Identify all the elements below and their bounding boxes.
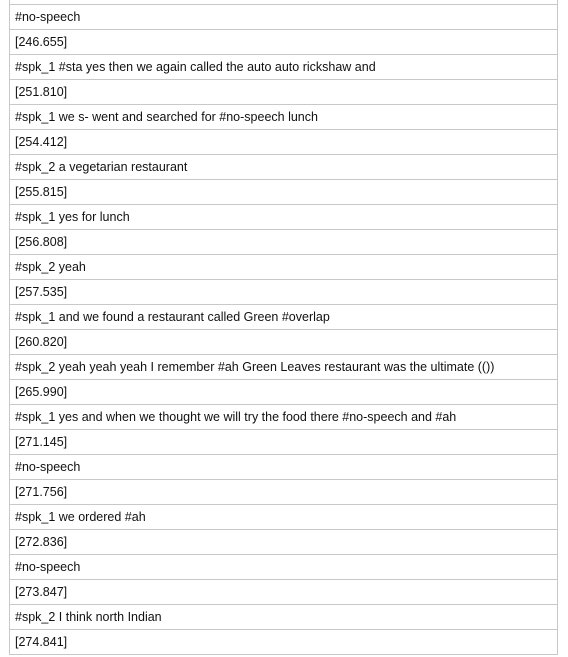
timestamp-row xyxy=(10,430,558,455)
utterance-cell: #spk_1 yes for lunch xyxy=(10,205,558,230)
timestamp-cell: [251.810] xyxy=(10,80,558,105)
utterance-cell: #spk_1 we ordered #ah xyxy=(10,505,558,530)
timestamp-row xyxy=(10,80,558,105)
utterance-row xyxy=(10,205,558,230)
utterance-cell: #spk_1 we s- went and searched for #no-speech lunch xyxy=(10,105,558,130)
timestamp-cell: [274.841] xyxy=(10,630,558,655)
utterance-row xyxy=(10,555,558,580)
timestamp-cell: [272.836] xyxy=(10,530,558,555)
timestamp-row xyxy=(10,280,558,305)
timestamp-row xyxy=(10,130,558,155)
timestamp-cell: [254.412] xyxy=(10,130,558,155)
timestamp-row xyxy=(10,30,558,55)
utterance-row xyxy=(10,405,558,430)
utterance-cell: #no-speech xyxy=(10,555,558,580)
utterance-row xyxy=(10,55,558,80)
utterance-row xyxy=(10,605,558,630)
utterance-row xyxy=(10,155,558,180)
timestamp-row xyxy=(10,530,558,555)
utterance-cell: #spk_1 and we found a restaurant called Green #overlap xyxy=(10,305,558,330)
utterance-cell: #spk_2 yeah xyxy=(10,255,558,280)
timestamp-cell: [273.847] xyxy=(10,580,558,605)
timestamp-cell: [271.756] xyxy=(10,480,558,505)
timestamp-cell: [260.820] xyxy=(10,330,558,355)
timestamp-row xyxy=(10,580,558,605)
timestamp-row xyxy=(10,330,558,355)
utterance-cell: #no-speech xyxy=(10,455,558,480)
utterance-cell: #spk_2 a vegetarian restaurant xyxy=(10,155,558,180)
transcript-body xyxy=(10,0,558,655)
transcript-table xyxy=(9,0,558,655)
timestamp-cell: [265.990] xyxy=(10,380,558,405)
utterance-cell: #spk_1 #sta yes then we again called the auto auto rickshaw and xyxy=(10,55,558,80)
utterance-row xyxy=(10,255,558,280)
utterance-row xyxy=(10,305,558,330)
timestamp-cell: [271.145] xyxy=(10,430,558,455)
utterance-row xyxy=(10,505,558,530)
utterance-cell: #spk_2 I think north Indian xyxy=(10,605,558,630)
utterance-row xyxy=(10,5,558,30)
timestamp-cell: [256.808] xyxy=(10,230,558,255)
timestamp-cell: [255.815] xyxy=(10,180,558,205)
utterance-cell: #spk_1 yes and when we thought we will try the food there #no-speech and #ah xyxy=(10,405,558,430)
timestamp-row xyxy=(10,380,558,405)
timestamp-cell: [257.535] xyxy=(10,280,558,305)
utterance-row xyxy=(10,455,558,480)
timestamp-row xyxy=(10,180,558,205)
utterance-row xyxy=(10,105,558,130)
utterance-cell: #no-speech xyxy=(10,5,558,30)
timestamp-row xyxy=(10,630,558,655)
timestamp-row xyxy=(10,230,558,255)
utterance-cell: #spk_2 yeah yeah yeah I remember #ah Green Leaves restaurant was the ultimate (()) xyxy=(10,355,558,380)
timestamp-row xyxy=(10,480,558,505)
utterance-row xyxy=(10,355,558,380)
timestamp-cell: [246.655] xyxy=(10,30,558,55)
